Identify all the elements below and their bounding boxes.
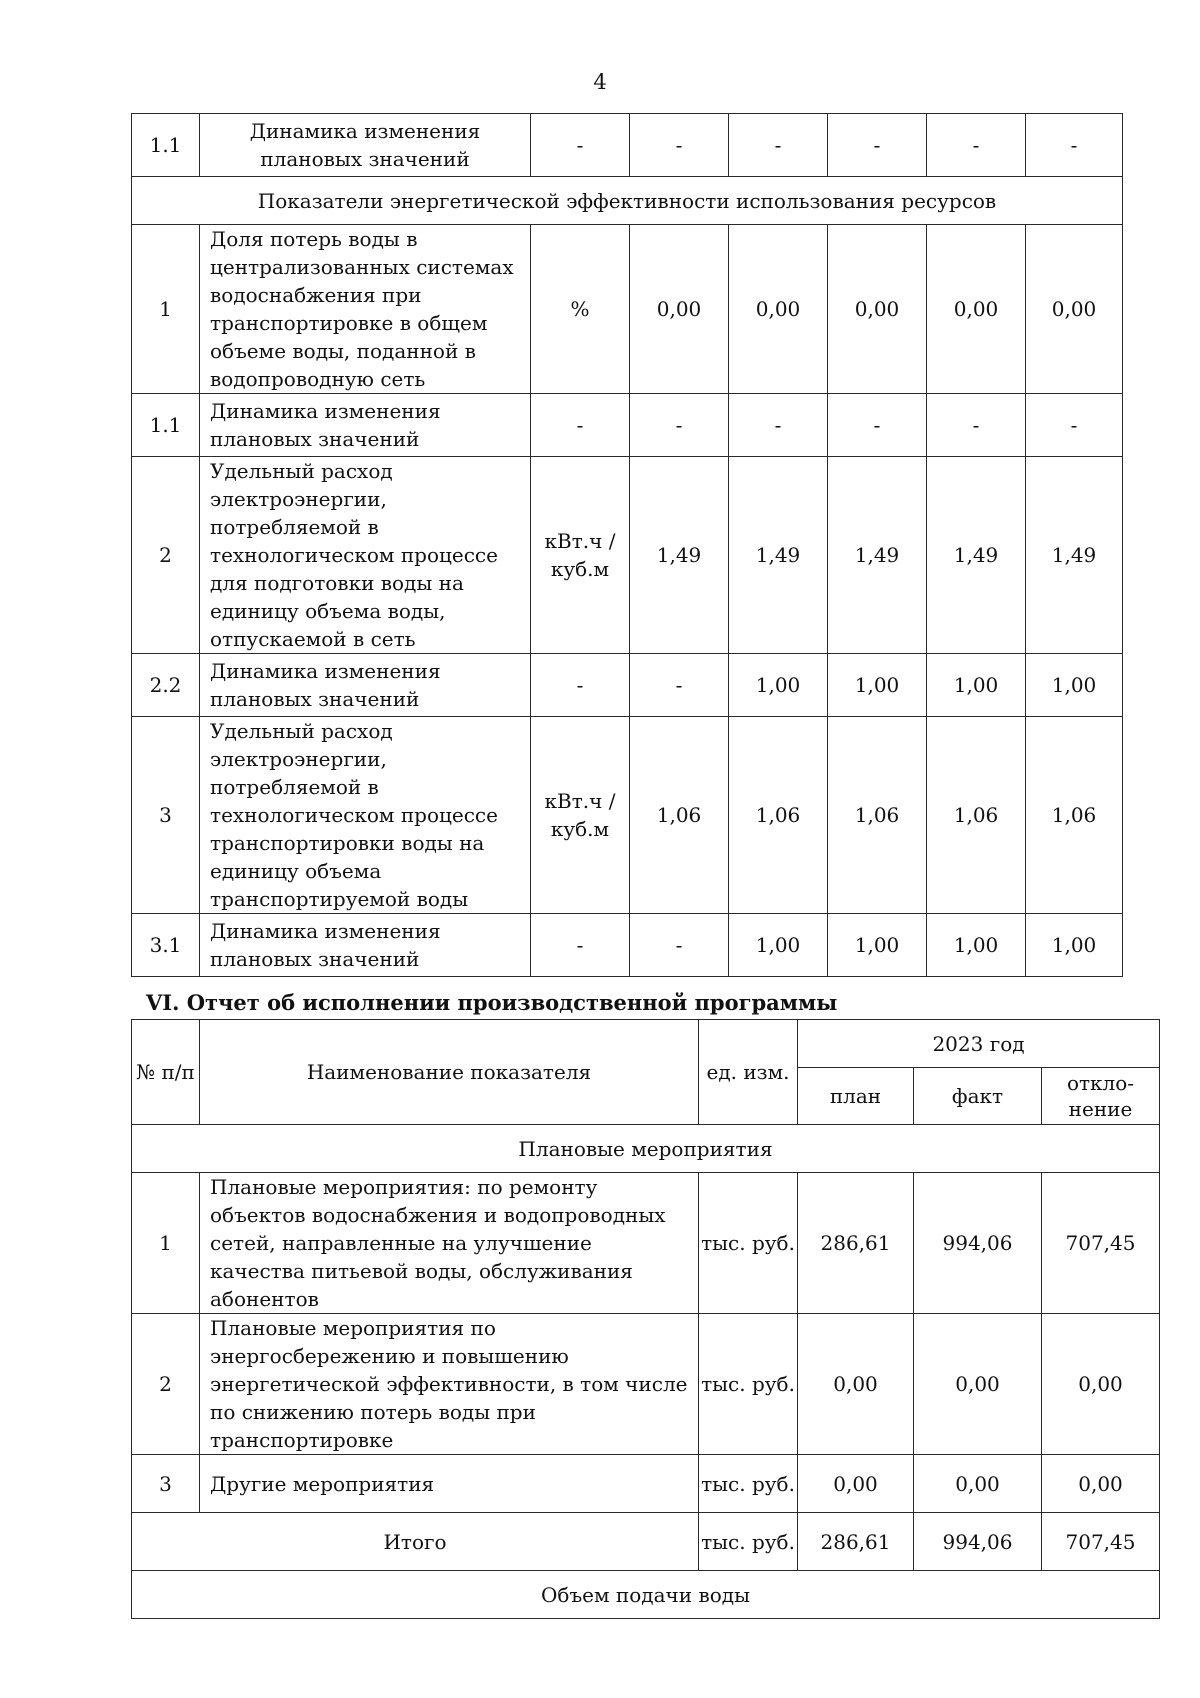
value-cell: 1,00 (1026, 914, 1123, 977)
row-number: 2 (132, 1314, 200, 1455)
deviation-cell: 707,45 (1042, 1173, 1160, 1314)
header-plan: план (798, 1068, 914, 1125)
value-cell: 1,00 (729, 914, 828, 977)
fact-cell: 994,06 (914, 1173, 1042, 1314)
section-label: Показатели энергетической эффективности использования ресурсов (132, 177, 1123, 225)
header-year: 2023 год (798, 1020, 1160, 1068)
value-cell: 1,49 (729, 457, 828, 654)
unit-cell: - (531, 914, 630, 977)
value-cell: 1,00 (729, 654, 828, 717)
table-row (132, 1314, 1160, 1455)
deviation-cell: 0,00 (1042, 1455, 1160, 1513)
value-cell: - (729, 114, 828, 177)
value-cell: - (1026, 394, 1123, 457)
value-cell: - (630, 914, 729, 977)
fact-cell: 0,00 (914, 1314, 1042, 1455)
value-cell: 1,06 (828, 717, 927, 914)
plan-cell: 286,61 (798, 1513, 914, 1571)
row-number: 2.2 (132, 654, 200, 717)
header-unit: ед. изм. (699, 1020, 798, 1125)
indicator-name: Плановые мероприятия по энергосбережению и повышению энергетической эффективности, в том числе по снижению потерь воды при транспортировке (200, 1314, 699, 1455)
unit-cell: % (531, 225, 630, 394)
value-cell: - (630, 654, 729, 717)
plan-cell: 286,61 (798, 1173, 914, 1314)
value-cell: 0,00 (729, 225, 828, 394)
value-cell: 1,06 (927, 717, 1026, 914)
unit-cell: - (531, 394, 630, 457)
unit-cell: кВт.ч / куб.м (531, 457, 630, 654)
table-row (132, 225, 1123, 394)
total-label: Итого (132, 1513, 699, 1571)
fact-cell: 994,06 (914, 1513, 1042, 1571)
value-cell: 1,06 (1026, 717, 1123, 914)
indicator-name: Динамика изменения плановых значений (200, 394, 531, 457)
table-row (132, 1173, 1160, 1314)
row-number: 2 (132, 457, 200, 654)
unit-cell: тыс. руб. (699, 1314, 798, 1455)
section-label: Плановые мероприятия (132, 1125, 1160, 1173)
header-number: № п/п (132, 1020, 200, 1125)
deviation-cell: 707,45 (1042, 1513, 1160, 1571)
table-row (132, 914, 1123, 977)
value-cell: 0,00 (1026, 225, 1123, 394)
unit-cell: тыс. руб. (699, 1173, 798, 1314)
value-cell: 1,00 (828, 654, 927, 717)
table-row (132, 1455, 1160, 1513)
value-cell: 1,00 (828, 914, 927, 977)
table-row (132, 114, 1123, 177)
value-cell: 0,00 (630, 225, 729, 394)
value-cell: - (729, 394, 828, 457)
table-row (132, 457, 1123, 654)
value-cell: 0,00 (828, 225, 927, 394)
header-deviation: откло-нение (1042, 1068, 1160, 1125)
indicator-name: Динамика изменения плановых значений (200, 114, 531, 177)
unit-cell: тыс. руб. (699, 1513, 798, 1571)
indicator-name: Удельный расход электроэнергии, потребляемой в технологическом процессе транспортировки воды на единицу объема транспортируемой воды (200, 717, 531, 914)
value-cell: - (630, 114, 729, 177)
row-number: 3 (132, 1455, 200, 1513)
section-row (132, 1125, 1160, 1173)
value-cell: - (828, 394, 927, 457)
table-row (132, 717, 1123, 914)
production-program-report-table (131, 1019, 1160, 1619)
value-cell: 1,49 (1026, 457, 1123, 654)
unit-cell: - (531, 654, 630, 717)
section-label: Объем подачи воды (132, 1571, 1160, 1619)
fact-cell: 0,00 (914, 1455, 1042, 1513)
unit-cell: кВт.ч / куб.м (531, 717, 630, 914)
row-number: 1 (132, 1173, 200, 1314)
page-number: 4 (593, 70, 607, 94)
efficiency-indicators-table (131, 113, 1123, 977)
table-row (132, 394, 1123, 457)
plan-cell: 0,00 (798, 1455, 914, 1513)
value-cell: 1,49 (927, 457, 1026, 654)
unit-cell: тыс. руб. (699, 1455, 798, 1513)
row-number: 1 (132, 225, 200, 394)
indicator-name: Удельный расход электроэнергии, потребляемой в технологическом процессе для подготовки воды на единицу объема воды, отпускаемой в сеть (200, 457, 531, 654)
section-row (132, 1571, 1160, 1619)
deviation-cell: 0,00 (1042, 1314, 1160, 1455)
indicator-name: Динамика изменения плановых значений (200, 654, 531, 717)
header-fact: факт (914, 1068, 1042, 1125)
value-cell: 1,49 (828, 457, 927, 654)
table-row (132, 654, 1123, 717)
value-cell: - (630, 394, 729, 457)
value-cell: 1,06 (630, 717, 729, 914)
value-cell: 1,00 (1026, 654, 1123, 717)
row-number: 1.1 (132, 114, 200, 177)
row-number: 3 (132, 717, 200, 914)
row-number: 1.1 (132, 394, 200, 457)
section-row (132, 177, 1123, 225)
value-cell: - (927, 394, 1026, 457)
indicator-name: Плановые мероприятия: по ремонту объектов водоснабжения и водопроводных сетей, направленные на улучшение качества питьевой воды, обслуживания абонентов (200, 1173, 699, 1314)
value-cell: - (1026, 114, 1123, 177)
value-cell: 1,00 (927, 914, 1026, 977)
value-cell: 1,49 (630, 457, 729, 654)
row-number: 3.1 (132, 914, 200, 977)
indicator-name: Другие мероприятия (200, 1455, 699, 1513)
value-cell: - (828, 114, 927, 177)
indicator-name: Доля потерь воды в централизованных системах водоснабжения при транспортировке в общем объеме воды, поданной в водопроводную сеть (200, 225, 531, 394)
indicator-name: Динамика изменения плановых значений (200, 914, 531, 977)
header-row (132, 1020, 1160, 1068)
value-cell: 0,00 (927, 225, 1026, 394)
unit-cell: - (531, 114, 630, 177)
value-cell: 1,00 (927, 654, 1026, 717)
value-cell: - (927, 114, 1026, 177)
header-name: Наименование показателя (200, 1020, 699, 1125)
plan-cell: 0,00 (798, 1314, 914, 1455)
value-cell: 1,06 (729, 717, 828, 914)
total-row (132, 1513, 1160, 1571)
section-heading: VI. Отчет об исполнении производственной программы (146, 990, 838, 1015)
